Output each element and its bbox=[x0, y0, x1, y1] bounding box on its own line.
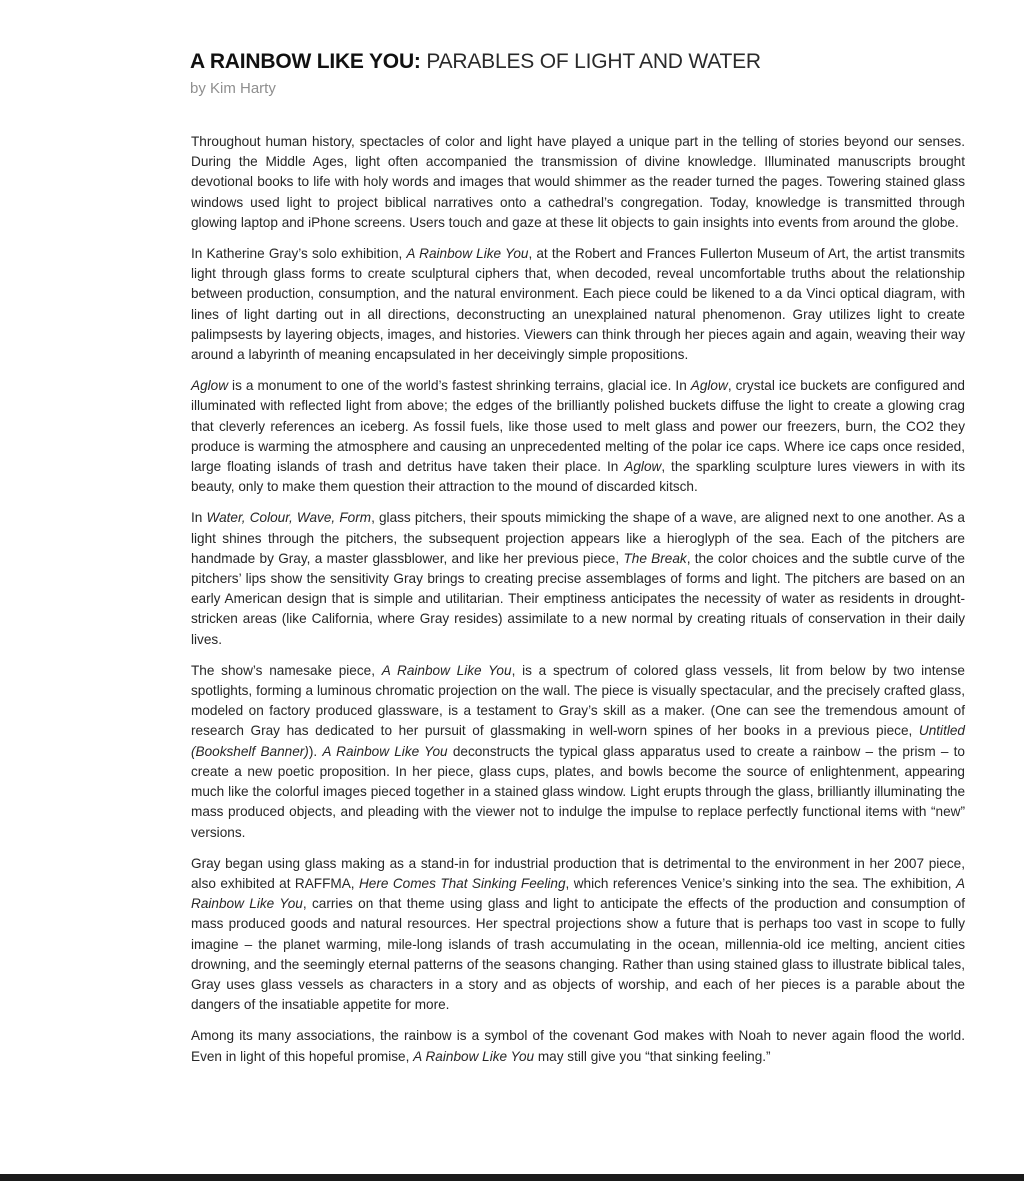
italic-text-run: A Rainbow Like You bbox=[413, 1048, 535, 1064]
text-run: , the sparkling sculpture lures viewers in with its beauty, only to make them question their attraction to the mound of discarded kitsch. bbox=[191, 459, 965, 495]
text-run: In bbox=[191, 510, 207, 526]
paragraph bbox=[191, 132, 965, 233]
text-run: , crystal ice buckets are configured and illuminated with reflected light from above; the edges of the brilliantly polished buckets diffuse the light to create a glowing crag that cleverly references an iceberg. As fossil fuels, like those used to melt glass and power our freezers, burn, the CO2 they produce is warming the atmosphere and causing an unprecedented melting of the polar ice caps. Where ice caps once resided, large floating islands of trash and detritus have taken their place. In bbox=[191, 378, 965, 475]
paragraph bbox=[191, 244, 965, 365]
paragraph bbox=[191, 1026, 965, 1066]
italic-text-run: Water, Colour, Wave, Form bbox=[206, 510, 372, 526]
text-run: Throughout human history, spectacles of color and light have played a unique part in the telling of stories beyond our senses. During the Middle Ages, light often accompanied the transmission of divine knowledge. Illuminated manuscripts brought devotional books to life with holy words and images that would shimmer as the reader turned the pages. Towering stained glass windows used light to project biblical narratives onto a cathedral’s congregation. Today, knowledge is transmitted through glowing laptop and iPhone screens. Users touch and gaze at these lit objects to gain insights into events from around the globe. bbox=[191, 134, 965, 230]
text-run: deconstructs the typical glass apparatus used to create a rainbow – the prism – to create a new poetic proposition. In her piece, glass cups, plates, and bowls become the source of enlightenment, appearing much like the colorful images pieced together in a stained glass window. Light erupts through the glass, brilliantly illuminating the mass produced objects, and pleading with the viewer not to indulge the impulse to replace perfectly functional items with “new” versions. bbox=[191, 743, 965, 840]
article-body bbox=[191, 132, 965, 1078]
text-run: In Katherine Gray’s solo exhibition, bbox=[191, 246, 407, 262]
paragraph bbox=[191, 508, 965, 649]
italic-text-run: Here Comes That Sinking Feeling bbox=[358, 875, 566, 891]
paragraph bbox=[191, 661, 965, 843]
text-run: , which references Venice’s sinking into the sea. The exhibition, bbox=[565, 875, 956, 891]
article-header bbox=[190, 48, 970, 100]
text-run: , glass pitchers, their spouts mimicking the shape of a wave, are aligned next to one another. As a light shines through the pitchers, the subsequent projection appears like a hieroglyph of the sea. Each of the pitchers are handmade by Gray, a master glassblower, and like her previous piece, bbox=[191, 510, 965, 566]
italic-text-run: A Rainbow Like You bbox=[322, 743, 448, 759]
text-run: Gray began using glass making as a stand-in for industrial production that is detrimental to the environment in her 2007 piece, also exhibited at RAFFMA, bbox=[191, 855, 965, 891]
scan-bottom-edge bbox=[0, 1174, 1024, 1181]
text-run: , at the Robert and Frances Fullerton Museum of Art, the artist transmits light through glass forms to create sculptural ciphers that, when decoded, reveal uncomfortable truths about the relationship between production, consumption, and the natural environment. Each piece could be likened to a da Vinci optical diagram, with lines of light darting out in all directions, deconstructing an unexplained natural phenomenon. Gray utilizes light to create palimpsests by layering objects, images, and histories. Viewers can think through her pieces again and again, weaving their way around a labyrinth of meaning encapsulated in her deceivingly simple propositions. bbox=[191, 246, 965, 363]
paragraph bbox=[191, 376, 965, 497]
italic-text-run: Untitled (Bookshelf Banner) bbox=[191, 723, 965, 759]
italic-text-run: A Rainbow Like You bbox=[381, 662, 512, 678]
title-bold-part: A RAINBOW LIKE YOU: bbox=[190, 50, 421, 73]
text-run: Among its many associations, the rainbow is a symbol of the covenant God makes with Noah to never again flood the world. Even in light of this hopeful promise, bbox=[191, 1028, 965, 1064]
italic-text-run: A Rainbow Like You bbox=[191, 875, 966, 912]
text-run: , is a spectrum of colored glass vessels, lit from below by two intense spotlights, forming a luminous chromatic projection on the wall. The piece is visually spectacular, and the precisely crafted glass, modeled on factory produced glassware, is a testament to Gray’s skill as a maker. (One can see the tremendous amount of research Gray has dedicated to her pursuit of glassmaking in well-worn spines of her books in a previous piece, bbox=[191, 662, 965, 739]
italic-text-run: Aglow bbox=[690, 378, 728, 394]
text-run: is a monument to one of the world’s fastest shrinking terrains, glacial ice. In bbox=[228, 378, 691, 394]
article-title bbox=[190, 48, 970, 76]
text-run: , the color choices and the subtle curve of the pitchers’ lips show the sensitivity Gray brings to creating precise assemblages of forms and light. The pitchers are based on an early American design that is simple and utilitarian. Their emptiness anticipates the necessity of water as residents in drought-stricken areas (like California, where Gray resides) assimilate to a new normal by creating rituals of conservation in their daily lives. bbox=[191, 550, 965, 647]
text-run: may still give you “that sinking feeling.” bbox=[534, 1048, 771, 1064]
italic-text-run: Aglow bbox=[191, 378, 229, 394]
text-run: The show’s namesake piece, bbox=[191, 662, 382, 678]
italic-text-run: Aglow bbox=[624, 459, 662, 475]
italic-text-run: The Break bbox=[623, 550, 687, 566]
text-run: , carries on that theme using glass and light to anticipate the effects of the production and consumption of mass produced goods and natural resources. Her spectral projections show a future that is perhaps too vast in scope to fully imagine – the planet warming, mile-long islands of trash accumulating in the ocean, millennia-old ice melting, ancient cities drowning, and the seemingly eternal patterns of the seasons changing. Rather than using stained glass to illustrate biblical tales, Gray uses glass vessels as characters in a story and as objects of worship, and each of her pieces is a parable about the dangers of the insatiable appetite for more. bbox=[191, 896, 965, 1013]
author-byline: by Kim Harty bbox=[190, 80, 276, 97]
text-run: ). bbox=[308, 743, 323, 759]
paragraph bbox=[191, 854, 965, 1016]
title-subtitle-part: PARABLES OF LIGHT AND WATER bbox=[426, 50, 761, 73]
italic-text-run: A Rainbow Like You bbox=[406, 246, 529, 262]
